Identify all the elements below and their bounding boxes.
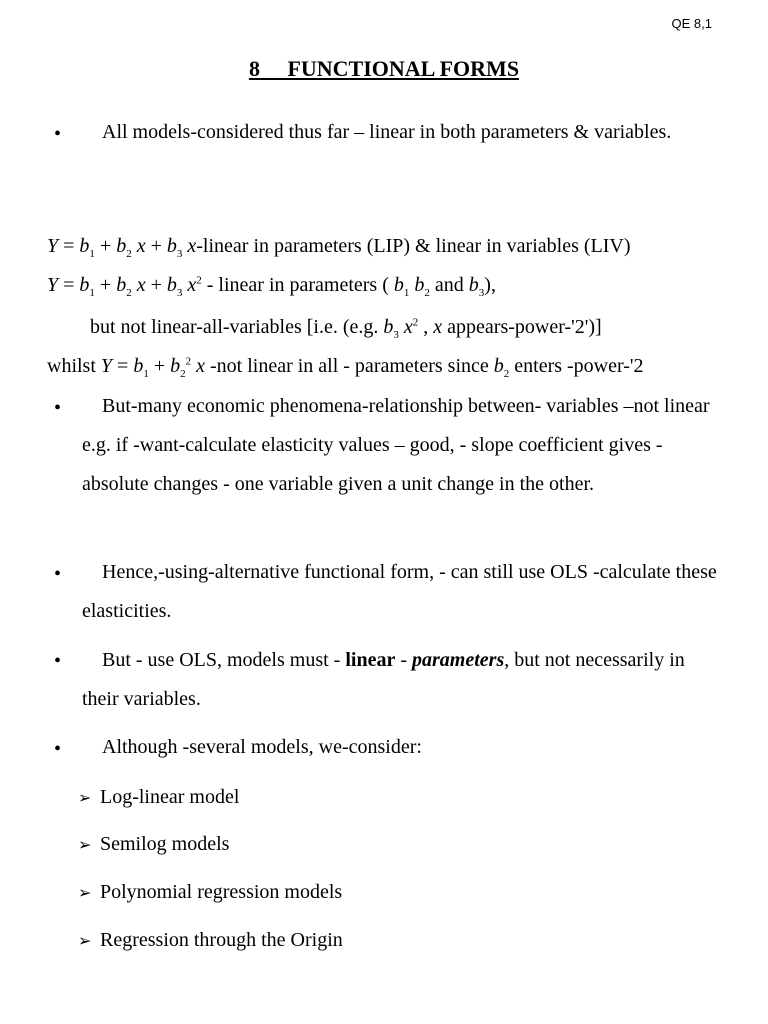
- equation-3-tail: enters -power-'2: [514, 355, 644, 377]
- bullet-icon: •: [54, 123, 62, 145]
- model-label: Polynomial regression models: [100, 881, 343, 903]
- bullet-text: Although -several models, we-consider:: [102, 736, 422, 758]
- bullet-paragraph-1: [82, 113, 722, 152]
- model-list-item: [78, 785, 239, 811]
- arrow-icon: ➢: [78, 790, 92, 807]
- equation-1: $Y = b_1 + b_2$ $x + b_3$ x-linear in parameters (LIP) & linear in variables (LIV): [47, 235, 631, 260]
- bullet-paragraph-2: [82, 387, 722, 504]
- page-reference: QE 8,1: [671, 16, 712, 31]
- equation-1-description: -linear in parameters (LIP) & linear in variables (LIV): [196, 235, 631, 257]
- model-label: Log-linear model: [100, 786, 240, 808]
- arrow-icon: ➢: [78, 885, 92, 902]
- model-list-item: [78, 928, 343, 954]
- bullet-paragraph-5: [82, 728, 722, 767]
- equation-3: whilst $Y = b_1 + b_2^2$ x -not linear in all - parameters since $b_2$ enters -power-'2: [47, 355, 644, 380]
- page-title: 8 FUNCTIONAL FORMS: [248, 56, 520, 81]
- model-list-item: [78, 832, 229, 858]
- model-label: Regression through the Origin: [100, 929, 343, 951]
- bullet-text-pre: But - use OLS, models must -: [102, 649, 346, 671]
- arrow-icon: ➢: [78, 837, 92, 854]
- bullet-icon: •: [54, 650, 62, 672]
- bullet-text: But-many economic phenomena-relationship between- variables –not linear e.g. if -want-calculate elasticity values – good, - slope coefficient gives - absolute changes - one variable given a unit change in the other.: [82, 395, 710, 495]
- equation-2-and: and: [434, 274, 464, 296]
- equation-2-note-b: (e.g.: [342, 316, 379, 338]
- equation-2-continuation: but not linear-all-variables [i.e. (e.g. $b_3$ $x^2$ , x appears-power-'2')]: [90, 316, 602, 341]
- bullet-text-bold-italic: parameters: [412, 649, 505, 671]
- equation-3-prefix: whilst: [47, 355, 96, 377]
- model-list-item: [78, 880, 342, 906]
- bullet-text-post: , but not necessarily in their variables.: [82, 649, 685, 710]
- equation-2-note-a: but not linear-all-variables [i.e.: [90, 316, 338, 338]
- equation-2-description: - linear in parameters (: [206, 274, 389, 296]
- bullet-text-mid: -: [395, 649, 413, 671]
- equation-2-note-c: appears-power-'2')]: [447, 316, 602, 338]
- bullet-icon: •: [54, 563, 62, 585]
- bullet-icon: •: [54, 738, 62, 760]
- bullet-text-bold: linear: [345, 649, 396, 671]
- bullet-paragraph-3: [82, 553, 722, 631]
- bullet-text: All models-considered thus far – linear in both parameters & variables.: [102, 121, 672, 143]
- bullet-text: Hence,-using-alternative functional form, - can still use OLS -calculate these elasticities.: [82, 561, 717, 622]
- bullet-icon: •: [54, 397, 62, 419]
- equation-3-description: -not linear in all - parameters since: [209, 355, 489, 377]
- model-label: Semilog models: [100, 833, 230, 855]
- equation-2: $Y = b_1 + b_2$ $x + b_3$ $x^2$ - linear in parameters ( $b_1$ $b_2$ and $b_3$),: [47, 274, 496, 299]
- bullet-paragraph-4: [82, 641, 722, 719]
- arrow-icon: ➢: [78, 933, 92, 950]
